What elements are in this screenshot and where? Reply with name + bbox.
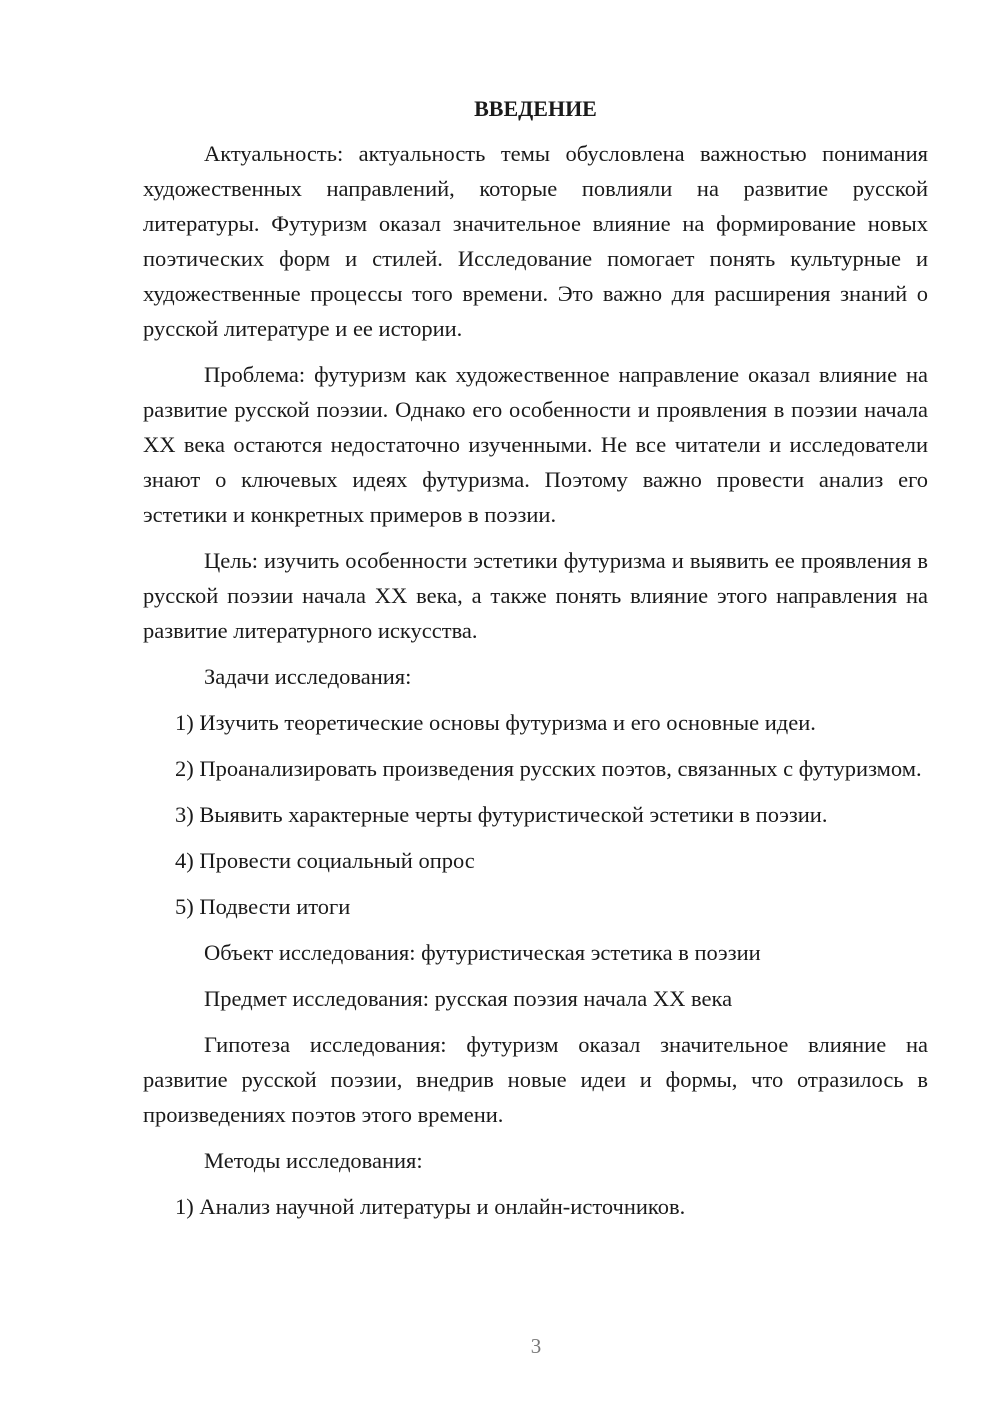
tasks-heading: Задачи исследования:: [204, 664, 412, 689]
task-item-3: 3) Выявить характерные черты футуристической эстетики в поэзии.: [175, 802, 828, 827]
task-item-1: 1) Изучить теоретические основы футуризма и его основные идеи.: [175, 710, 816, 735]
paragraph-problem: Проблема: футуризм как художественное направление оказал влияние на развитие русской поэзии. Однако его особенности и проявления в поэзии начала XX века остаются недостаточно изученными. Не все читатели и исследователи знают о ключевых идеях футуризма. Поэтому важно провести анализ его эстетики и конкретных примеров в поэзии.: [143, 362, 928, 527]
research-object: Объект исследования: футуристическая эстетика в поэзии: [204, 940, 761, 965]
task-item-5: 5) Подвести итоги: [175, 894, 351, 919]
paragraph-relevance: Актуальность: актуальность темы обусловлена важностью понимания художественных направлений, которые повлияли на развитие русской литературы. Футуризм оказал значительное влияние на формирование новых поэтических форм и стилей. Исследование помогает понять культурные и художественные процессы того времени. Это важно для расширения знаний о русской литературе и ее истории.: [143, 141, 928, 341]
page-body: [143, 90, 928, 1235]
task-item-2: 2) Проанализировать произведения русских поэтов, связанных с футуризмом.: [175, 756, 922, 781]
page-number: 3: [530, 1334, 542, 1358]
section-heading: ВВЕДЕНИЕ: [474, 96, 597, 121]
methods-heading: Методы исследования:: [204, 1148, 423, 1173]
paragraph-goal: Цель: изучить особенности эстетики футуризма и выявить ее проявления в русской поэзии начала XX века, а также понять влияние этого направления на развитие литературного искусства.: [143, 548, 928, 643]
research-hypothesis: Гипотеза исследования: футуризм оказал значительное влияние на развитие русской поэзии, внедрив новые идеи и формы, что отразилось в произведениях поэтов этого времени.: [143, 1032, 928, 1127]
method-item-1: 1) Анализ научной литературы и онлайн-источников.: [175, 1194, 686, 1219]
task-item-4: 4) Провести социальный опрос: [175, 848, 475, 873]
research-subject: Предмет исследования: русская поэзия начала XX века: [204, 986, 733, 1011]
